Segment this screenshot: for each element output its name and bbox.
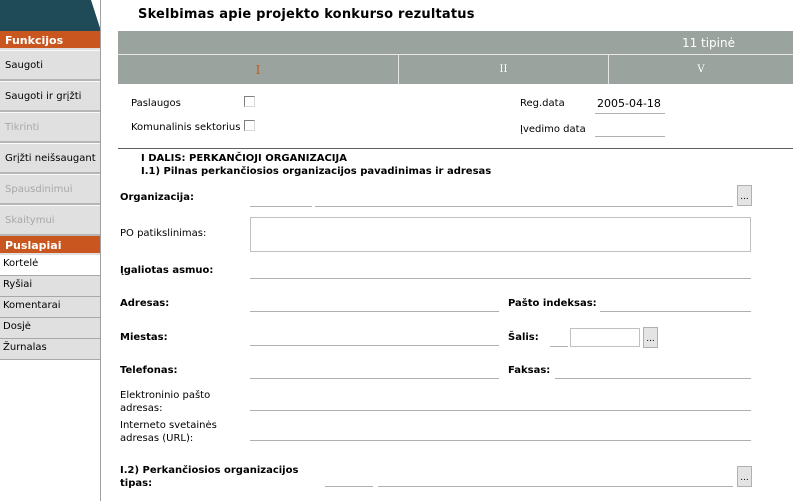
el-pastas-field[interactable] (250, 410, 751, 411)
organizacija-code-field[interactable] (250, 186, 312, 207)
tipas-code-field[interactable] (325, 467, 373, 487)
return-without-saving-button[interactable]: Grįžti neišsaugant (0, 143, 100, 174)
reg-data-underline (595, 113, 665, 114)
read-only-button: Skaitymui (0, 205, 100, 236)
ivedimo-data-field[interactable] (595, 136, 665, 137)
internetas-field[interactable] (250, 440, 751, 441)
reg-data-label: Reg.data (520, 98, 565, 109)
telefonas-field[interactable] (250, 378, 499, 379)
po-textarea[interactable] (250, 217, 751, 252)
ivedimo-data-label: Įvedimo data (520, 124, 586, 135)
tipas-label-line1: I.2) Perkančiosios organizacijos (120, 465, 299, 476)
tab-bar (118, 55, 793, 84)
section-subtitle: I.1) Pilnas perkančiosios organizacijos pavadinimas ir adresas (141, 166, 492, 177)
komunalinis-checkbox[interactable] (244, 120, 255, 131)
print-button: Spausdinimui (0, 174, 100, 205)
page-title: Skelbimas apie projekto konkurso rezultatus (138, 7, 475, 22)
organizacija-name-field[interactable] (315, 186, 733, 207)
komunalinis-label: Komunalinis sektorius (131, 122, 241, 133)
save-button[interactable]: Saugoti (0, 50, 100, 81)
igaliotas-field[interactable] (250, 278, 751, 279)
tab-v[interactable]: V (697, 64, 705, 75)
organizacija-lookup-button[interactable]: ... (737, 185, 752, 206)
type-bar (118, 31, 793, 55)
salis-label: Šalis: (508, 332, 539, 343)
tab-i[interactable]: I (118, 55, 399, 84)
page-link-komentarai[interactable]: Komentarai (0, 297, 100, 318)
pasto-label: Pašto indeksas: (508, 298, 597, 309)
adresas-field[interactable] (250, 311, 499, 312)
save-and-return-button[interactable]: Saugoti ir grįžti (0, 81, 100, 112)
salis-name-field[interactable] (570, 328, 640, 347)
type-label: 11 tipinė (681, 36, 735, 50)
page-link-kortele[interactable]: Kortelė (0, 255, 100, 276)
tipas-label-line2: tipas: (120, 478, 153, 489)
check-button: Tikrinti (0, 112, 100, 143)
adresas-label: Adresas: (120, 298, 170, 309)
organizacija-label: Organizacija: (120, 192, 194, 203)
miestas-field[interactable] (250, 345, 499, 346)
reg-data-value[interactable]: 2005-04-18 (597, 97, 661, 110)
internetas-label-line1: Interneto svetainės (120, 420, 217, 431)
tipas-lookup-button[interactable]: ... (737, 466, 752, 487)
tipas-name-field[interactable] (378, 467, 733, 487)
faksas-label: Faksas: (508, 365, 551, 376)
page-link-rysiai[interactable]: Ryšiai (0, 276, 100, 297)
pasto-field[interactable] (600, 311, 751, 312)
pages-header: Puslapiai (0, 236, 100, 255)
functions-header: Funkcijos (0, 31, 100, 50)
miestas-label: Miestas: (120, 332, 168, 343)
sidebar (0, 0, 101, 501)
page-link-dosje[interactable]: Dosjė (0, 318, 100, 339)
el-pastas-label-line2: adresas: (120, 403, 163, 414)
salis-lookup-button[interactable]: ... (643, 327, 658, 348)
page-link-zurnalas[interactable]: Žurnalas (0, 339, 100, 360)
faksas-field[interactable] (555, 378, 751, 379)
paslaugos-checkbox[interactable] (244, 96, 255, 107)
telefonas-label: Telefonas: (120, 365, 178, 376)
paslaugos-label: Paslaugos (131, 98, 181, 109)
internetas-label-line2: adresas (URL): (120, 433, 194, 444)
salis-code-field[interactable] (550, 328, 568, 347)
section-divider (118, 148, 793, 149)
igaliotas-label: Įgaliotas asmuo: (120, 265, 214, 276)
po-label: PO patikslinimas: (120, 228, 207, 239)
section-title: I DALIS: PERKANČIOJI ORGANIZACIJA (141, 153, 347, 164)
logo (0, 0, 100, 31)
tab-ii[interactable]: II (399, 55, 609, 84)
el-pastas-label-line1: Elektroninio pašto (120, 390, 211, 401)
